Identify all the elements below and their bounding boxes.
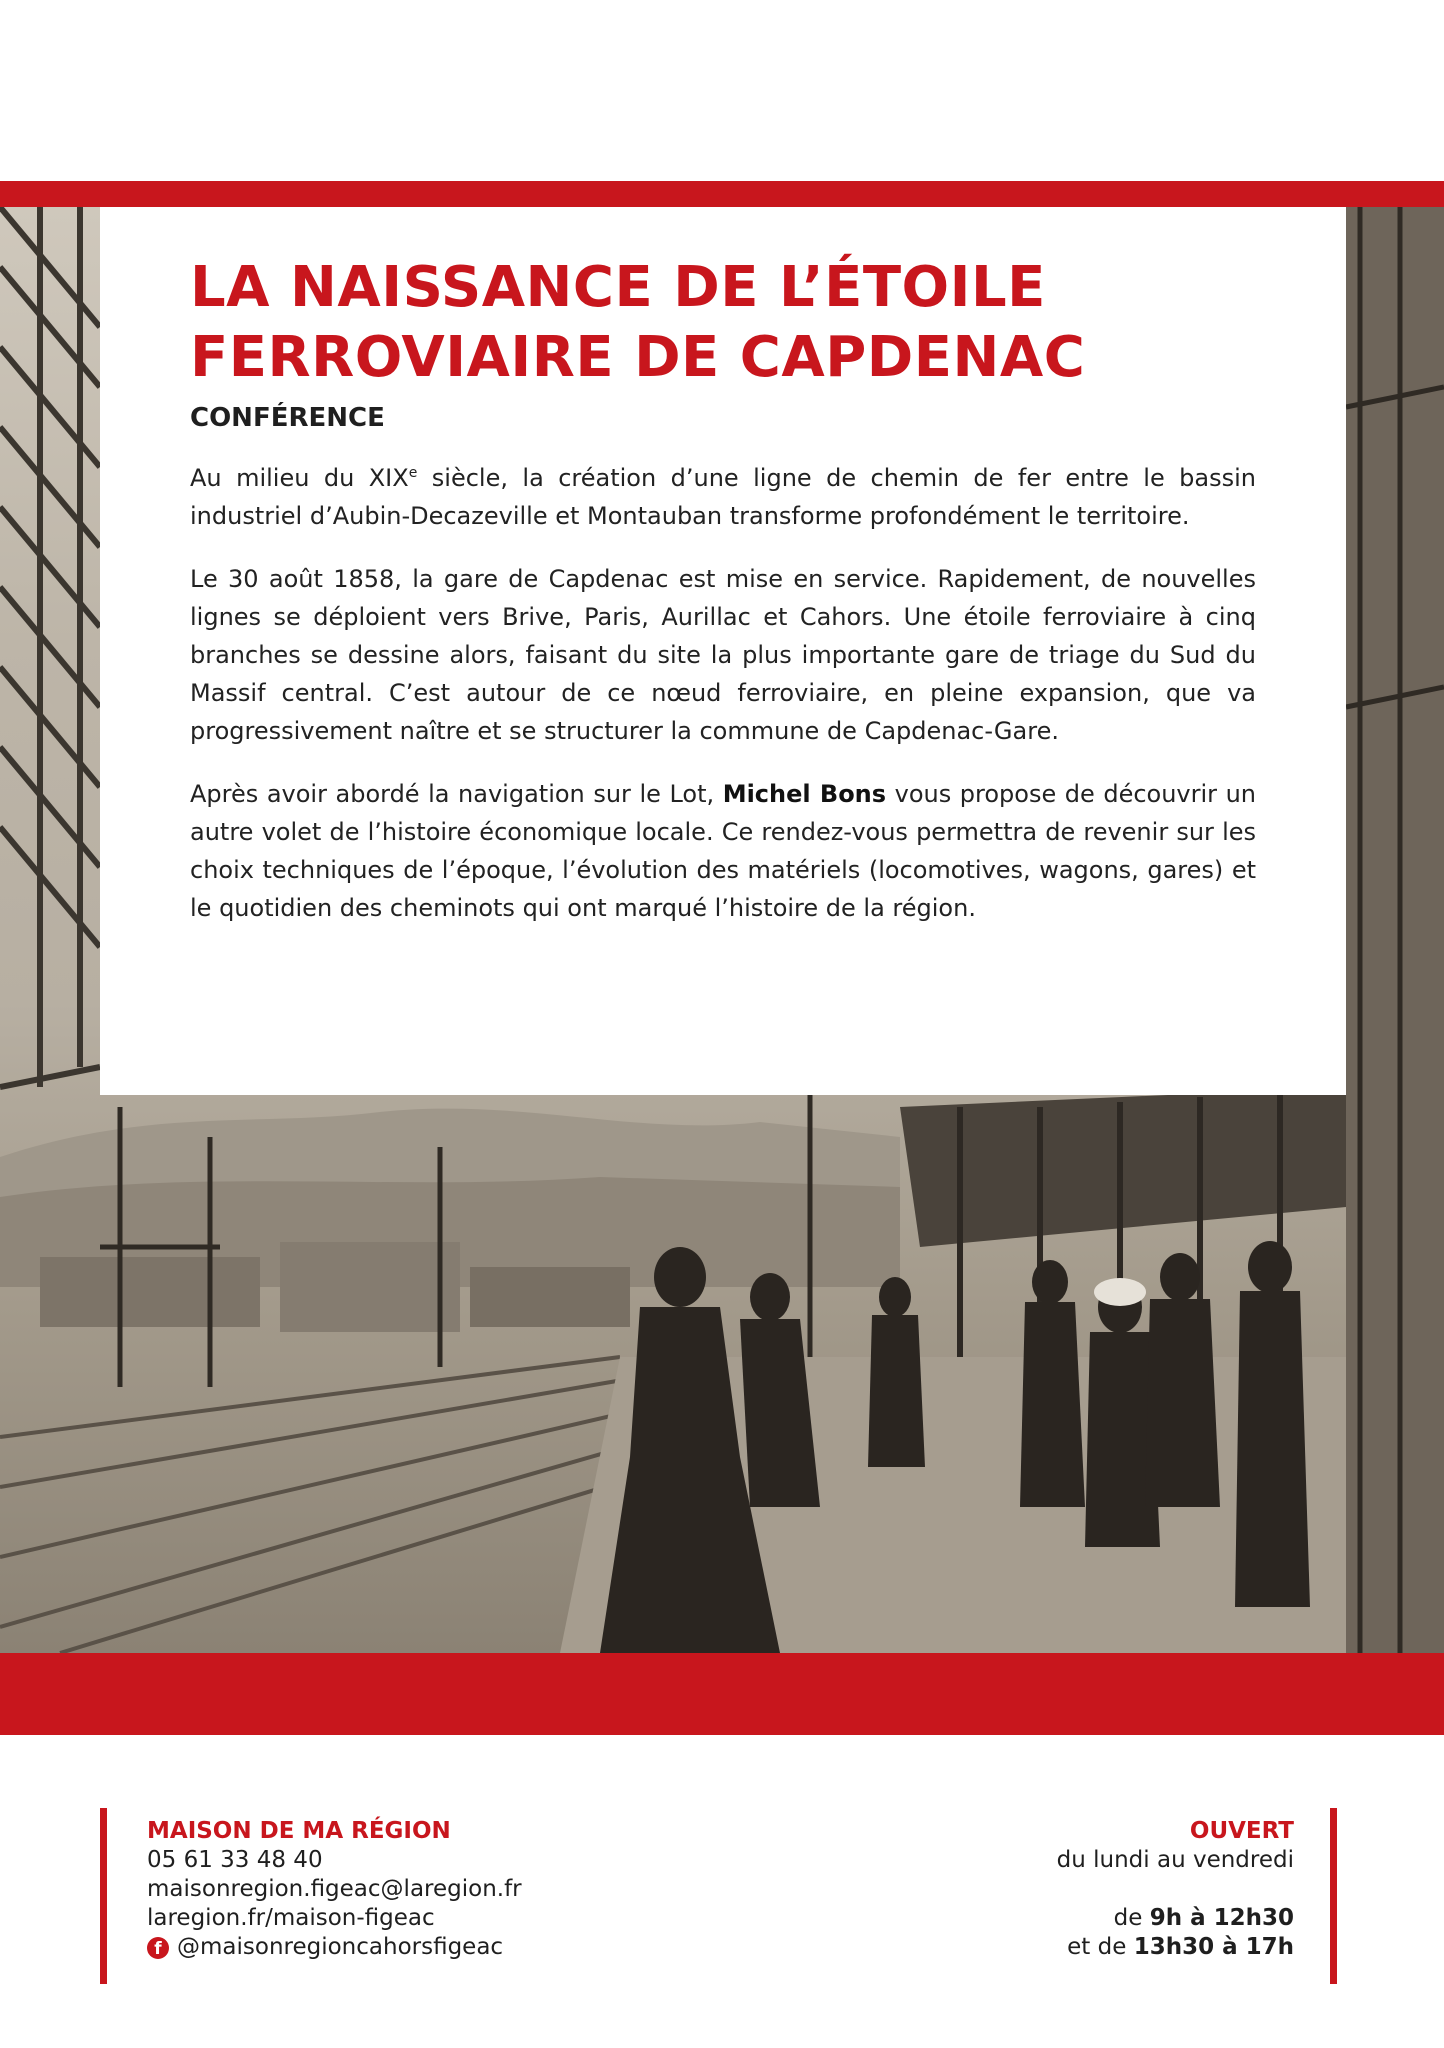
morning-time: 9h à 12h30 xyxy=(1149,1905,1294,1931)
speaker-name: Michel Bons xyxy=(722,780,887,808)
phone-number: 05 61 33 48 40 xyxy=(147,1847,323,1873)
contact-block xyxy=(100,1808,522,1984)
email-address: maisonregion.figeac@laregion.fr xyxy=(147,1876,522,1902)
paragraph-1 xyxy=(190,459,1256,535)
paragraph-1-end: siècle, la création d’une ligne de chemin de fer entre le bassin industriel d’Aubin-Decazeville et Montauban transforme profondément le territoire. xyxy=(190,464,1257,530)
open-label: OUVERT xyxy=(1189,1818,1294,1844)
title-line-2: FERROVIAIRE DE CAPDENAC xyxy=(190,325,1086,390)
paragraph-3-start: Après avoir abordé la navigation sur le Lot, xyxy=(190,780,723,808)
top-red-band xyxy=(0,181,1444,207)
website: laregion.fr/maison-figeac xyxy=(147,1905,435,1931)
open-days: du lundi au vendredi xyxy=(1056,1847,1294,1873)
description xyxy=(190,459,1256,952)
title-line-1: LA NAISSANCE DE L’ÉTOILE xyxy=(190,255,1046,320)
poster-title xyxy=(190,253,1085,393)
paragraph-1-start: Au milieu du XIX xyxy=(190,464,409,492)
bottom-red-band xyxy=(0,1653,1444,1735)
event-type: CONFÉRENCE xyxy=(190,403,385,433)
morning-prefix: de xyxy=(1113,1905,1150,1931)
afternoon-time: 13h30 à 17h xyxy=(1133,1934,1294,1960)
afternoon-hours xyxy=(1057,1933,1294,1962)
facebook-icon: f xyxy=(147,1937,169,1959)
facebook-row xyxy=(147,1933,522,1962)
opening-hours-block xyxy=(1057,1808,1337,1984)
paragraph-3 xyxy=(190,775,1256,927)
morning-hours xyxy=(1057,1904,1294,1933)
paragraph-3-end: vous propose de découvrir un autre volet de l’histoire économique locale. Ce rendez-vous permettra de revenir sur les choix techniques de l’époque, l’évolution des matériels (locomotives, wagons, gares) et le quotidien des cheminots qui ont marqué l’histoire de la région. xyxy=(190,780,1257,922)
afternoon-prefix: et de xyxy=(1067,1934,1134,1960)
organization-name: MAISON DE MA RÉGION xyxy=(147,1818,451,1844)
spacer xyxy=(1057,1875,1294,1904)
paragraph-2: Le 30 août 1858, la gare de Capdenac est mise en service. Rapidement, de nouvelles lignes se déploient vers Brive, Paris, Aurillac et Cahors. Une étoile ferroviaire à cinq branches se dessine alors, faisant du site la plus importante gare de triage du Sud du Massif central. C’est autour de ce nœud ferroviaire, en pleine expansion, que va progressivement naître et se structurer la commune de Capdenac-Gare. xyxy=(190,565,1256,745)
content-card xyxy=(100,207,1346,1095)
facebook-handle: @maisonregioncahorsfigeac xyxy=(177,1934,504,1960)
century-superscript: e xyxy=(408,465,418,481)
